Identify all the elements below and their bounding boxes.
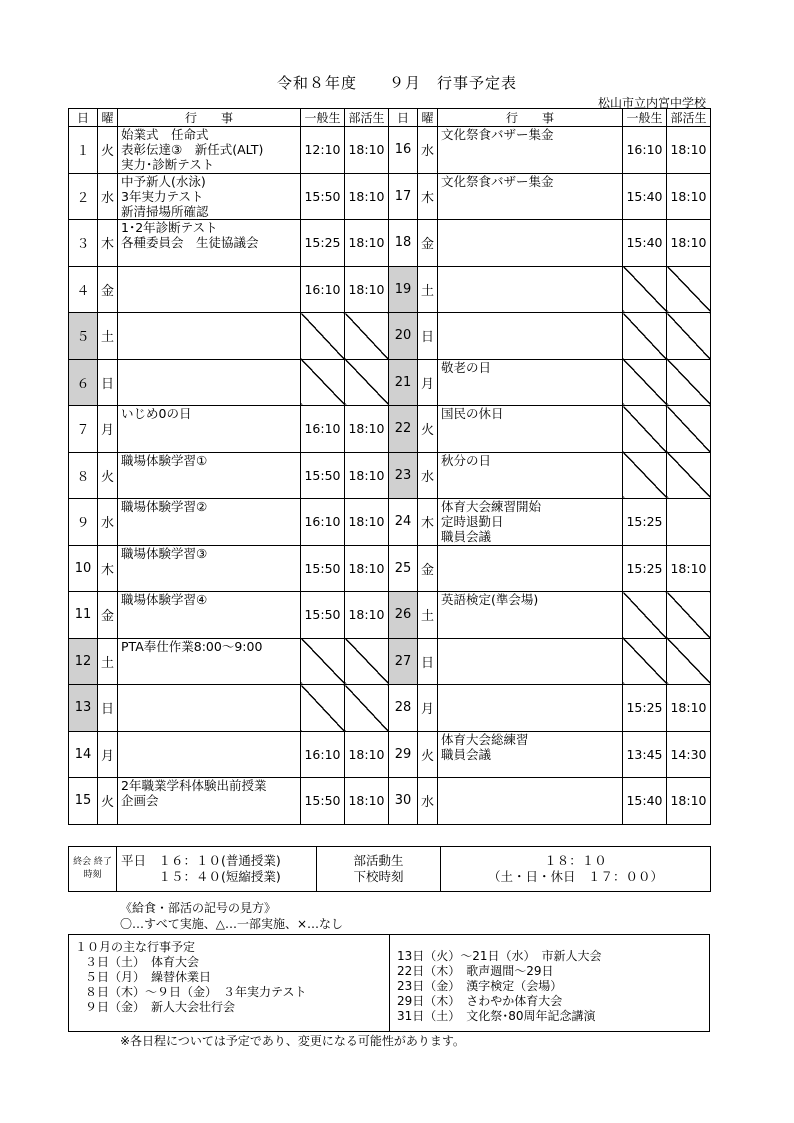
october-event: ３日（土） 体育大会 xyxy=(85,955,200,969)
day-number: 26 xyxy=(389,592,418,639)
school-name: 松山市立内宮中学校 xyxy=(597,96,706,110)
general-time: 15:25 xyxy=(301,220,345,267)
october-event: 22日（木） 歌声週間～29日 xyxy=(397,964,554,978)
club-time: 18:10 xyxy=(345,127,389,174)
event-cell xyxy=(438,778,623,825)
day-number: 18 xyxy=(389,220,418,267)
october-event: 23日（金） 漢字検定（会場） xyxy=(397,979,563,993)
october-right xyxy=(391,935,709,1031)
event-line: 企画会 xyxy=(121,793,159,808)
october-event: 29日（木） さわやか体育大会 xyxy=(397,994,563,1008)
general-time: 15:25 xyxy=(623,685,667,732)
schedule-row xyxy=(69,452,711,499)
event-cell xyxy=(438,313,623,360)
event-cell xyxy=(118,685,301,732)
general-time: 15:40 xyxy=(623,173,667,220)
weekday: 月 xyxy=(98,406,118,453)
legend-title: 《給食・部活の記号の見方》 xyxy=(120,901,277,915)
header-event: 行 事 xyxy=(118,109,301,127)
club-time xyxy=(345,685,389,732)
general-time: 16:10 xyxy=(301,406,345,453)
weekday: 土 xyxy=(418,592,438,639)
general-time: 15:50 xyxy=(301,778,345,825)
header-club: 部活生 xyxy=(345,109,389,127)
general-time xyxy=(301,685,345,732)
weekday: 日 xyxy=(98,359,118,406)
club-time xyxy=(667,592,711,639)
club-time: 18:10 xyxy=(345,266,389,313)
day-number: ５ xyxy=(69,313,98,360)
club-time: 18:10 xyxy=(345,778,389,825)
schedule-row xyxy=(69,313,711,360)
dismissal-weekday-normal: 平日 １６：１０(普通授業) xyxy=(121,853,281,868)
event-cell xyxy=(118,266,301,313)
day-number: 21 xyxy=(389,359,418,406)
weekday: 金 xyxy=(418,545,438,592)
event-cell xyxy=(438,499,623,546)
general-time xyxy=(623,406,667,453)
day-number: 25 xyxy=(389,545,418,592)
day-number: 12 xyxy=(69,638,98,685)
event-line: 敬老の日 xyxy=(441,359,492,375)
event-cell xyxy=(118,359,301,406)
weekday: 金 xyxy=(98,592,118,639)
weekday: 金 xyxy=(98,266,118,313)
event-cell xyxy=(438,173,623,220)
day-number: 16 xyxy=(389,127,418,174)
header-club: 部活生 xyxy=(667,109,711,127)
weekday: 水 xyxy=(98,173,118,220)
october-event: 31日（土） 文化祭･80周年記念講演 xyxy=(397,1009,596,1023)
club-time: 18:10 xyxy=(667,173,711,220)
day-number: 27 xyxy=(389,638,418,685)
schedule-row xyxy=(69,731,711,778)
header-day: 日 xyxy=(69,109,98,127)
club-time: 18:10 xyxy=(345,592,389,639)
general-time xyxy=(623,452,667,499)
event-cell xyxy=(118,499,301,546)
schedule-row xyxy=(69,685,711,732)
event-line: 体育大会練習開始 xyxy=(441,499,542,514)
event-line: 中予新人(水泳) xyxy=(121,173,206,189)
club-time: 18:10 xyxy=(345,452,389,499)
general-time xyxy=(623,592,667,639)
general-time xyxy=(623,638,667,685)
footnote: ※各日程については予定であり、変更になる可能性があります。 xyxy=(120,1034,465,1048)
day-number: 30 xyxy=(389,778,418,825)
general-time xyxy=(301,313,345,360)
weekday: 火 xyxy=(98,778,118,825)
event-cell xyxy=(118,452,301,499)
event-cell xyxy=(118,778,301,825)
weekday: 木 xyxy=(418,499,438,546)
event-cell xyxy=(438,220,623,267)
general-time: 13:45 xyxy=(623,731,667,778)
event-cell xyxy=(118,173,301,220)
club-time xyxy=(345,359,389,406)
event-cell xyxy=(118,545,301,592)
schedule-row xyxy=(69,173,711,220)
general-time xyxy=(623,313,667,360)
day-number: ８ xyxy=(69,452,98,499)
event-line: 職場体験学習② xyxy=(121,499,208,514)
club-time xyxy=(667,313,711,360)
event-line: 職員会議 xyxy=(441,529,492,544)
day-number: ２ xyxy=(69,173,98,220)
day-number: ９ xyxy=(69,499,98,546)
october-event: 13日（火）～21日（水） 市新人大会 xyxy=(397,949,602,963)
general-time: 15:25 xyxy=(623,499,667,546)
general-time: 15:50 xyxy=(301,452,345,499)
day-number: 20 xyxy=(389,313,418,360)
event-cell xyxy=(118,313,301,360)
event-line: 職場体験学習① xyxy=(121,452,208,468)
event-line: 国民の休日 xyxy=(441,406,504,421)
club-time: 18:10 xyxy=(345,173,389,220)
october-left xyxy=(69,935,390,1031)
weekday: 水 xyxy=(418,127,438,174)
event-line: 1･2年診断テスト xyxy=(121,220,218,235)
general-time xyxy=(301,359,345,406)
event-line: 実力･診断テスト xyxy=(121,157,215,172)
event-line: 職場体験学習④ xyxy=(121,592,208,607)
event-cell xyxy=(438,592,623,639)
event-line: 2年職業学科体験出前授業 xyxy=(121,778,267,793)
general-time: 15:40 xyxy=(623,220,667,267)
event-cell xyxy=(438,685,623,732)
event-cell xyxy=(438,406,623,453)
page-title: 令和８年度 ９月 行事予定表 xyxy=(276,74,517,92)
day-number: 10 xyxy=(69,545,98,592)
club-time: 18:10 xyxy=(345,731,389,778)
day-number: ４ xyxy=(69,266,98,313)
general-time: 15:50 xyxy=(301,173,345,220)
october-box xyxy=(68,934,710,1032)
event-line: いじめ0の日 xyxy=(121,406,192,421)
general-time: 16:10 xyxy=(623,127,667,174)
club-time: 18:10 xyxy=(667,127,711,174)
club-time xyxy=(667,638,711,685)
schedule-row xyxy=(69,638,711,685)
day-number: 28 xyxy=(389,685,418,732)
schedule-row xyxy=(69,499,711,546)
event-line: 3年実力テスト xyxy=(121,188,204,204)
event-cell xyxy=(118,220,301,267)
header-weekday: 曜 xyxy=(98,109,118,127)
schedule-row xyxy=(69,406,711,453)
event-cell xyxy=(118,638,301,685)
event-cell xyxy=(118,406,301,453)
event-cell xyxy=(438,359,623,406)
header-day: 日 xyxy=(389,109,418,127)
weekday: 日 xyxy=(418,638,438,685)
event-cell xyxy=(438,127,623,174)
day-number: 23 xyxy=(389,452,418,499)
weekday: 土 xyxy=(98,638,118,685)
schedule-row xyxy=(69,592,711,639)
event-cell xyxy=(118,731,301,778)
event-line: 文化祭食バザー集金 xyxy=(441,127,554,142)
club-time: 18:10 xyxy=(345,545,389,592)
weekday: 水 xyxy=(418,452,438,499)
header-general: 一般生 xyxy=(623,109,667,127)
schedule-row xyxy=(69,220,711,267)
october-title: １０月の主な行事予定 xyxy=(75,940,196,954)
club-label-1: 部活動生 xyxy=(353,853,404,868)
october-event: ５日（月） 繰替休業日 xyxy=(85,970,212,984)
weekday: 月 xyxy=(418,359,438,406)
day-number: １ xyxy=(69,127,98,174)
club-time xyxy=(667,452,711,499)
day-number: 11 xyxy=(69,592,98,639)
event-cell xyxy=(438,266,623,313)
club-time-2: （土・日・休日 １７：００） xyxy=(487,869,663,884)
general-time: 15:40 xyxy=(623,778,667,825)
event-cell xyxy=(438,545,623,592)
weekday: 火 xyxy=(98,452,118,499)
legend-text: 〇…すべて実施、△…一部実施、×…なし xyxy=(120,917,344,931)
day-number: ３ xyxy=(69,220,98,267)
weekday: 月 xyxy=(98,731,118,778)
club-time xyxy=(667,406,711,453)
club-time: 18:10 xyxy=(345,220,389,267)
club-time: 18:10 xyxy=(667,545,711,592)
weekday: 木 xyxy=(418,173,438,220)
october-event: ９日（金） 新人大会壮行会 xyxy=(85,1000,236,1014)
event-line: 定時退勤日 xyxy=(441,514,504,529)
day-number: 19 xyxy=(389,266,418,313)
event-line: 文化祭食バザー集金 xyxy=(441,173,554,189)
general-time: 15:50 xyxy=(301,545,345,592)
dismissal-table xyxy=(68,846,711,892)
general-time: 15:50 xyxy=(301,592,345,639)
general-time: 12:10 xyxy=(301,127,345,174)
weekday: 土 xyxy=(98,313,118,360)
club-time xyxy=(345,313,389,360)
event-cell xyxy=(438,731,623,778)
event-line: 体育大会総練習 xyxy=(441,731,529,747)
club-time xyxy=(667,359,711,406)
day-number: 15 xyxy=(69,778,98,825)
schedule-row xyxy=(69,127,711,174)
club-time: 18:10 xyxy=(667,220,711,267)
event-line: 職場体験学習③ xyxy=(121,545,208,561)
day-number: ７ xyxy=(69,406,98,453)
club-time xyxy=(667,266,711,313)
club-label-2: 下校時刻 xyxy=(353,869,404,884)
day-number: 22 xyxy=(389,406,418,453)
club-time xyxy=(345,638,389,685)
day-number: 17 xyxy=(389,173,418,220)
weekday: 日 xyxy=(98,685,118,732)
dismissal-weekday-short: １５：４０(短縮授業) xyxy=(121,869,281,884)
event-line: PTA奉仕作業8:00～9:00 xyxy=(121,638,263,654)
day-number: 24 xyxy=(389,499,418,546)
weekday: 月 xyxy=(418,685,438,732)
club-time: 18:10 xyxy=(345,499,389,546)
general-time: 16:10 xyxy=(301,499,345,546)
day-number: ６ xyxy=(69,359,98,406)
club-time: 18:10 xyxy=(345,406,389,453)
day-number: 29 xyxy=(389,731,418,778)
legend xyxy=(120,900,343,932)
event-cell xyxy=(118,127,301,174)
event-line: 各種委員会 生徒協議会 xyxy=(121,235,259,250)
header-event: 行 事 xyxy=(438,109,623,127)
day-number: 13 xyxy=(69,685,98,732)
header-general: 一般生 xyxy=(301,109,345,127)
dismissal-label: 終会 終了時刻 xyxy=(69,847,117,892)
general-time: 15:25 xyxy=(623,545,667,592)
weekday: 金 xyxy=(418,220,438,267)
weekday: 木 xyxy=(98,545,118,592)
event-line: 始業式 任命式 xyxy=(121,127,209,142)
general-time xyxy=(623,359,667,406)
weekday: 水 xyxy=(418,778,438,825)
header-row xyxy=(69,109,711,127)
schedule-table xyxy=(68,108,711,825)
schedule-row xyxy=(69,778,711,825)
club-time: 18:10 xyxy=(667,685,711,732)
club-time xyxy=(667,499,711,546)
event-line: 新清掃場所確認 xyxy=(121,203,209,219)
weekday: 日 xyxy=(418,313,438,360)
weekday: 火 xyxy=(418,731,438,778)
general-time: 16:10 xyxy=(301,266,345,313)
event-cell xyxy=(118,592,301,639)
weekday: 土 xyxy=(418,266,438,313)
schedule-row xyxy=(69,266,711,313)
general-time xyxy=(623,266,667,313)
october-event: ８日（木）～９日（金） ３年実力テスト xyxy=(85,985,307,999)
event-line: 職員会議 xyxy=(441,746,492,762)
general-time: 16:10 xyxy=(301,731,345,778)
event-cell xyxy=(438,638,623,685)
event-line: 表彰伝達③ 新任式(ALT) xyxy=(121,142,264,157)
weekday: 火 xyxy=(418,406,438,453)
weekday: 火 xyxy=(98,127,118,174)
event-cell xyxy=(438,452,623,499)
header-weekday: 曜 xyxy=(418,109,438,127)
club-time-1: １８：１０ xyxy=(544,853,607,868)
general-time xyxy=(301,638,345,685)
club-time: 14:30 xyxy=(667,731,711,778)
event-line: 英語検定(準会場) xyxy=(441,592,539,607)
event-line: 秋分の日 xyxy=(441,452,492,468)
day-number: 14 xyxy=(69,731,98,778)
weekday: 水 xyxy=(98,499,118,546)
weekday: 木 xyxy=(98,220,118,267)
club-time: 18:10 xyxy=(667,778,711,825)
schedule-row xyxy=(69,545,711,592)
schedule-row xyxy=(69,359,711,406)
